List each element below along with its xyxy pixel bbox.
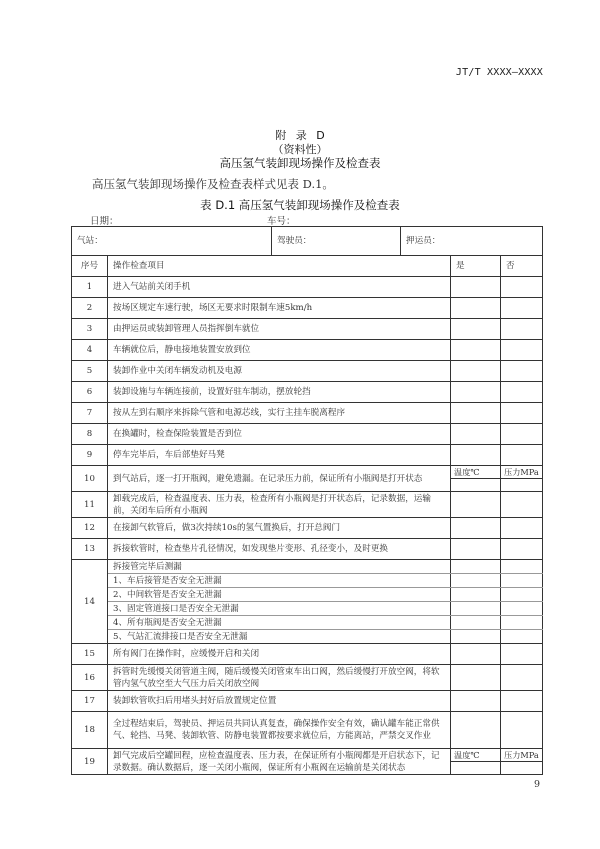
table-row	[72, 712, 543, 749]
row-number: 3	[72, 319, 108, 340]
yes-checkbox-cell[interactable]	[451, 539, 501, 560]
row-item-text: 装卸设施与车辆连接前，设置好驻车制动，摆放轮挡	[108, 382, 451, 403]
no-checkbox-cell[interactable]	[501, 630, 543, 644]
row-subitem-text: 3、固定管道接口是否安全无泄漏	[108, 602, 451, 616]
no-checkbox-cell[interactable]	[501, 602, 543, 616]
row-item-text: 按场区规定车速行驶，场区无要求时限制车速5km/h	[108, 298, 451, 319]
table-row	[72, 403, 543, 424]
row-subitem-text: 4、所有瓶阀是否安全无泄漏	[108, 616, 451, 630]
temperature-label: 温度℃	[451, 466, 501, 479]
column-header-row	[72, 256, 543, 277]
table-row	[72, 539, 543, 560]
yes-checkbox-cell[interactable]	[451, 602, 501, 616]
row-item-text: 由押运员或装卸管理人员指挥倒车就位	[108, 319, 451, 340]
checklist-table	[71, 226, 543, 775]
row-item-text: 停车完毕后，车后部垫好马凳	[108, 445, 451, 466]
table-row	[72, 691, 543, 712]
column-header-no-answer: 否	[501, 256, 543, 277]
row-number: 16	[72, 665, 108, 691]
yes-checkbox-cell[interactable]	[451, 665, 501, 691]
row-item-text: 车辆就位后，静电接地装置安放到位	[108, 340, 451, 361]
row-number: 12	[72, 518, 108, 539]
page-number: 9	[533, 779, 540, 790]
table-row	[72, 424, 543, 445]
table-row	[72, 749, 543, 762]
intro-paragraph: 高压氢气装卸现场操作及检查表样式见表 D.1。	[92, 177, 334, 191]
row-number: 11	[72, 492, 108, 518]
row-item-text: 全过程结束后，驾驶员、押运员共同认真复查，确保操作安全有效，确认罐车能正常供气、轮挡、马凳、装卸软管、防静电装置都按要求就位后，方能离站，严禁交叉作业	[108, 712, 451, 749]
row-number: 5	[72, 361, 108, 382]
driver-field[interactable]: 驾驶员：	[272, 227, 401, 256]
table-row	[72, 298, 543, 319]
yes-checkbox-cell[interactable]	[451, 644, 501, 665]
table-subrow	[72, 574, 543, 588]
no-checkbox-cell[interactable]	[501, 424, 543, 445]
table-subrow	[72, 602, 543, 616]
table-subrow	[72, 616, 543, 630]
yes-checkbox-cell[interactable]	[451, 492, 501, 518]
no-checkbox-cell[interactable]	[501, 382, 543, 403]
row-number: 18	[72, 712, 108, 749]
row-number: 14	[72, 560, 108, 644]
yes-checkbox-cell[interactable]	[451, 616, 501, 630]
car-number-label: 车号：	[267, 216, 296, 227]
row-number: 6	[72, 382, 108, 403]
yes-checkbox-cell[interactable]	[451, 277, 501, 298]
table-row	[72, 361, 543, 382]
table-row	[72, 560, 543, 574]
no-checkbox-cell[interactable]	[501, 560, 543, 574]
column-header-yes: 是	[451, 256, 501, 277]
row-item-text: 拆接软管时，检查垫片孔径情况，如发现垫片变形、孔径变小，及时更换	[108, 539, 451, 560]
row-number: 4	[72, 340, 108, 361]
info-row	[72, 227, 543, 256]
column-header-no: 序号	[72, 256, 108, 277]
no-checkbox-cell[interactable]	[501, 665, 543, 691]
column-header-item: 操作检查项目	[108, 256, 451, 277]
escort-field[interactable]: 押运员：	[401, 227, 543, 256]
row-item-text: 到气站后，逐一打开瓶阀，避免遗漏。在记录压力前，保证所有小瓶阀是打开状态	[108, 466, 451, 492]
row-item-text: 拆接管完毕后测漏	[108, 560, 451, 574]
no-checkbox-cell[interactable]	[501, 492, 543, 518]
table-row	[72, 644, 543, 665]
table-row	[72, 445, 543, 466]
row-subitem-text: 5、气站汇流排接口是否安全无泄漏	[108, 630, 451, 644]
row-number: 15	[72, 644, 108, 665]
appendix-name: 高压氢气装卸现场操作及检查表	[219, 156, 381, 170]
row-number: 8	[72, 424, 108, 445]
row-number: 1	[72, 277, 108, 298]
no-checkbox-cell[interactable]	[501, 445, 543, 466]
table-row	[72, 340, 543, 361]
no-checkbox-cell[interactable]	[501, 691, 543, 712]
date-label: 日期：	[90, 216, 119, 227]
temperature-label: 温度℃	[451, 749, 501, 762]
yes-checkbox-cell[interactable]	[451, 319, 501, 340]
pressure-input[interactable]	[501, 479, 543, 492]
table-row	[72, 518, 543, 539]
table-subrow	[72, 630, 543, 644]
row-item-text: 进入气站前关闭手机	[108, 277, 451, 298]
yes-checkbox-cell[interactable]	[451, 588, 501, 602]
yes-checkbox-cell[interactable]	[451, 445, 501, 466]
no-checkbox-cell[interactable]	[501, 277, 543, 298]
row-item-text: 在接卸气软管后，做3次持续10s的氢气置换后，打开总阀门	[108, 518, 451, 539]
table-row	[72, 466, 543, 479]
no-checkbox-cell[interactable]	[501, 298, 543, 319]
pressure-label: 压力MPa	[501, 466, 543, 479]
no-checkbox-cell[interactable]	[501, 319, 543, 340]
pressure-label: 压力MPa	[501, 749, 543, 762]
row-number: 2	[72, 298, 108, 319]
no-checkbox-cell[interactable]	[501, 403, 543, 424]
row-number: 13	[72, 539, 108, 560]
table-row	[72, 382, 543, 403]
table-row	[72, 492, 543, 518]
yes-checkbox-cell[interactable]	[451, 630, 501, 644]
row-number: 9	[72, 445, 108, 466]
no-checkbox-cell[interactable]	[501, 616, 543, 630]
row-item-text: 按从左到右顺序来拆除气管和电源芯线，实行主挂车脱离程序	[108, 403, 451, 424]
table-subrow	[72, 588, 543, 602]
standard-code: JT/T XXXX—XXXX	[455, 67, 543, 78]
row-item-text: 卸气完成后空罐回程，应检查温度表、压力表，在保证所有小瓶阀都是开启状态下，记录数据。确认数据后，逐一关闭小瓶阀，保证所有小瓶阀在运输前是关闭状态	[108, 749, 451, 775]
no-checkbox-cell[interactable]	[501, 518, 543, 539]
row-number: 19	[72, 749, 108, 775]
yes-checkbox-cell[interactable]	[451, 560, 501, 574]
row-item-text: 装卸软管吹扫后用堵头封好后放置规定位置	[108, 691, 451, 712]
row-item-text: 拆管时先缓慢关闭管道主阀，随后缓慢关闭管束车出口阀，然后缓慢打开放空阀，将软管内氢气放空至大气压力后关闭放空阀	[108, 665, 451, 691]
appendix-title: 附 录 D	[275, 129, 325, 142]
yes-checkbox-cell[interactable]	[451, 298, 501, 319]
yes-checkbox-cell[interactable]	[451, 574, 501, 588]
no-checkbox-cell[interactable]	[501, 539, 543, 560]
no-checkbox-cell[interactable]	[501, 361, 543, 382]
table-row	[72, 319, 543, 340]
yes-checkbox-cell[interactable]	[451, 340, 501, 361]
no-checkbox-cell[interactable]	[501, 340, 543, 361]
yes-checkbox-cell[interactable]	[451, 403, 501, 424]
no-checkbox-cell[interactable]	[501, 712, 543, 749]
pressure-input[interactable]	[501, 762, 543, 775]
station-field[interactable]: 气站：	[72, 227, 272, 256]
row-item-text: 所有阀门在操作时，应缓慢开启和关闭	[108, 644, 451, 665]
row-subitem-text: 2、中间软管是否安全无泄漏	[108, 588, 451, 602]
row-subitem-text: 1、车后接管是否安全无泄漏	[108, 574, 451, 588]
no-checkbox-cell[interactable]	[501, 588, 543, 602]
yes-checkbox-cell[interactable]	[451, 712, 501, 749]
yes-checkbox-cell[interactable]	[451, 424, 501, 445]
row-item-text: 卸载完成后，检查温度表、压力表，检查所有小瓶阀是打开状态后，记录数据，运输前，关闭车后所有小瓶阀	[108, 492, 451, 518]
checklist-rows	[72, 277, 543, 775]
table-caption: 表 D.1 高压氢气装卸现场操作及检查表	[200, 198, 400, 212]
no-checkbox-cell[interactable]	[501, 574, 543, 588]
table-row	[72, 665, 543, 691]
row-item-text: 装卸作业中关闭车辆发动机及电源	[108, 361, 451, 382]
row-number: 17	[72, 691, 108, 712]
row-number: 7	[72, 403, 108, 424]
yes-checkbox-cell[interactable]	[451, 361, 501, 382]
yes-checkbox-cell[interactable]	[451, 518, 501, 539]
temperature-input[interactable]	[451, 479, 501, 492]
appendix-nature: （资料性）	[272, 143, 328, 156]
temperature-input[interactable]	[451, 762, 501, 775]
row-item-text: 在换罐时，检查保险装置是否到位	[108, 424, 451, 445]
table-row	[72, 277, 543, 298]
yes-checkbox-cell[interactable]	[451, 691, 501, 712]
row-number: 10	[72, 466, 108, 492]
no-checkbox-cell[interactable]	[501, 644, 543, 665]
yes-checkbox-cell[interactable]	[451, 382, 501, 403]
